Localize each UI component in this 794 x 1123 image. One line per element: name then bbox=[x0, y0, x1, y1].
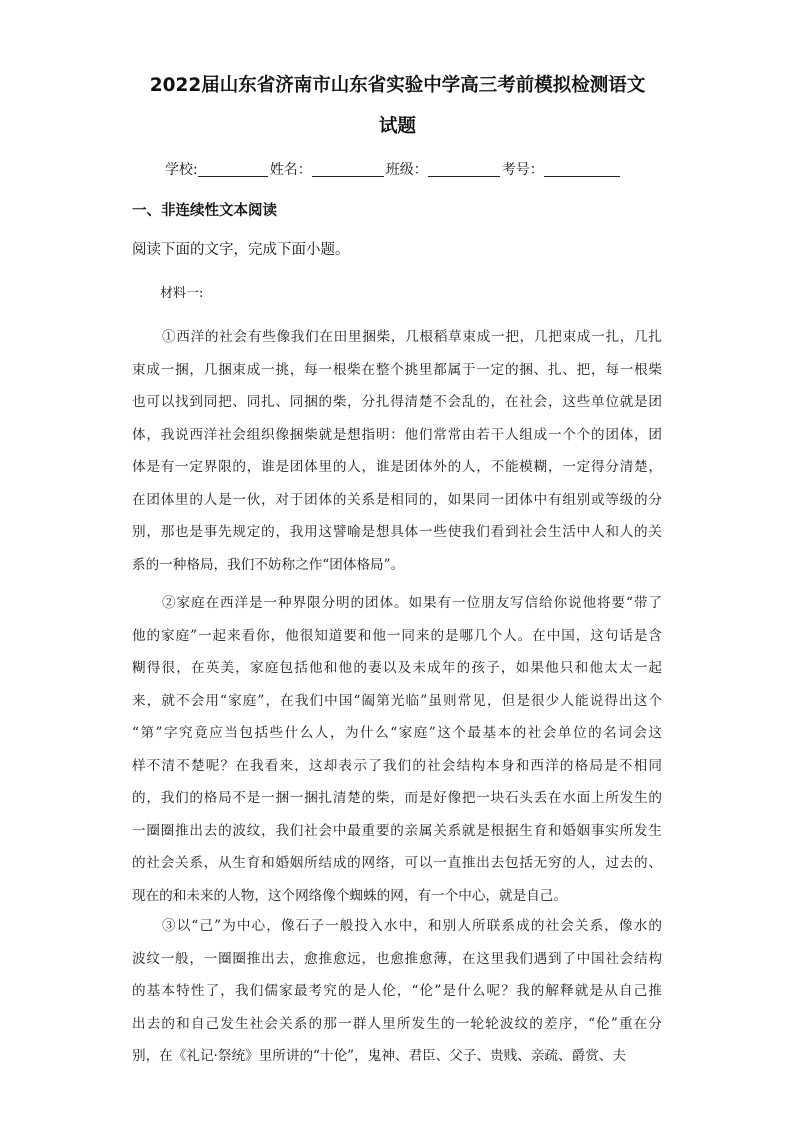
paragraph-line: 波纹一般，一圈圈推出去，愈推愈远，也愈推愈薄，在这里我们遇到了中国社会结构 bbox=[132, 950, 662, 967]
exam-number-field[interactable] bbox=[544, 162, 620, 177]
paragraph-line: ①西洋的社会有些像我们在田里捆柴，几根稻草束成一把，几把束成一扎，几扎 bbox=[162, 329, 662, 345]
paragraph-line: 也可以找到同把、同扎、同捆的柴，分扎得清楚不会乱的，在社会，这些单位就是团 bbox=[132, 394, 662, 410]
paragraph-line: 的基本特性了，我们儒家最考究的是人伦，“伦”是什么呢？我的解释就是从自己推 bbox=[132, 983, 662, 999]
material-label: 材料一: bbox=[160, 286, 204, 301]
paragraph-line: 糊得很，在英美，家庭包括他和他的妻以及未成年的孩子，如果他只和他太太一起 bbox=[132, 660, 662, 676]
paragraph-line: 在团体里的人是一伙，对于团体的关系是相同的，如果同一团体中有组别或等级的分 bbox=[132, 491, 662, 508]
exam-number-label: 考号： bbox=[501, 162, 544, 178]
paragraph-line: 一圈圈推出去的波纹，我们社会中最重要的亲属关系就是根据生育和婚姻事实所发生 bbox=[132, 822, 662, 839]
paragraph-line: ②家庭在西洋是一种界限分明的团体。如果有一位朋友写信给你说他将要“带了 bbox=[162, 595, 662, 611]
class-label: 班级： bbox=[385, 162, 428, 178]
paragraph-line: 他的家庭”一起来看你，他很知道要和他一同来的是哪几个人。在中国，这句话是含 bbox=[132, 627, 662, 644]
paragraph-line: ③以“己”为中心，像石子一般投入水中，和别人所联系成的社会关系，像水的 bbox=[162, 918, 662, 934]
paragraph-line: 现在的和未来的人物，这个网络像个蜘蛛的网，有一个中心，就是自己。 bbox=[132, 887, 567, 904]
class-field[interactable] bbox=[428, 162, 500, 177]
paragraph-line: 束成一捆，几捆束成一挑，每一根柴在整个挑里都属于一定的捆、扎、把，每一根柴 bbox=[132, 361, 662, 378]
paragraph-line: 样不清不楚呢？在我看来，这却表示了我们的社会结构本身和西洋的格局是不相同 bbox=[132, 757, 662, 774]
paragraph-line: 体，我说西洋社会组织像捆柴就是想指明：他们常常由若干人组成一个个的团体，团 bbox=[132, 426, 662, 443]
student-info-row bbox=[165, 159, 622, 179]
paragraph-line: “第”字究竟应当包括些什么人，为什么“家庭”这个最基本的社会单位的名词会这 bbox=[132, 725, 662, 741]
document-title: 2022届山东省济南市山东省实验中学高三考前模拟检测语文 bbox=[149, 75, 646, 96]
document-title-continued: 试题 bbox=[378, 116, 416, 137]
paragraph-line: 系的一种格局，我们不妨称之作“团体格局”。 bbox=[132, 556, 405, 573]
paragraph-line: 体是有一定界限的，谁是团体里的人，谁是团体外的人，不能模糊，一定得分清楚， bbox=[132, 459, 662, 475]
paragraph-line: 来，就不会用“家庭”，在我们中国“阖第光临”虽则常见，但是很少人能说得出这个 bbox=[132, 692, 662, 709]
school-label: 学校: bbox=[165, 162, 198, 178]
name-field[interactable] bbox=[312, 162, 384, 177]
school-field[interactable] bbox=[198, 162, 268, 177]
reading-instruction: 阅读下面的文字，完成下面小题。 bbox=[132, 242, 350, 258]
paragraph-line: 出去的和自己发生社会关系的那一群人里所发生的一轮轮波纹的差序，“伦”重在分 bbox=[132, 1015, 662, 1032]
name-label: 姓名： bbox=[269, 162, 312, 178]
paragraph-line: 的，我们的格局不是一捆一捆扎清楚的柴，而是好像把一块石头丢在水面上所发生的 bbox=[132, 790, 662, 806]
paragraph-line: 别，那也是事先规定的，我用这譬喻是想具体一些使我们看到社会生活中人和人的关 bbox=[132, 524, 662, 540]
section-heading: 一、非连续性文本阅读 bbox=[132, 203, 277, 219]
paragraph-line: 的社会关系，从生育和婚姻所结成的网络，可以一直推出去包括无穷的人，过去的、 bbox=[132, 855, 662, 871]
paragraph-line: 别，在《礼记·祭统》里所讲的“十伦”，鬼神、君臣、父子、贵贱、亲疏、爵赏、夫 bbox=[132, 1048, 626, 1064]
